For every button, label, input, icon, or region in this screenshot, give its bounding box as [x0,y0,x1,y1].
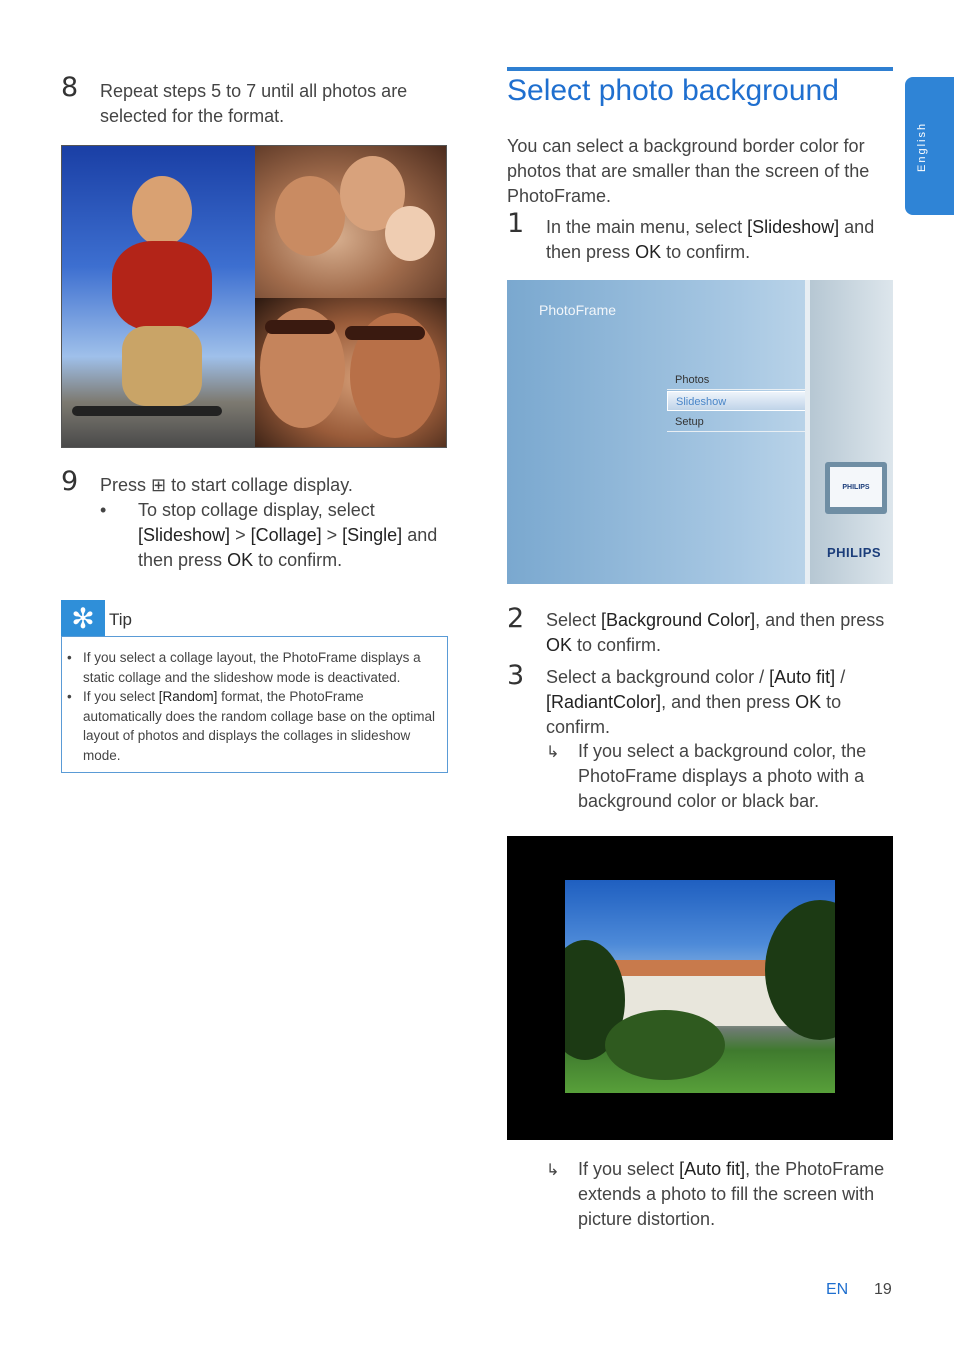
house-photo [565,880,835,1093]
result-auto-fit [546,1157,893,1232]
photoframe-brand: PhotoFrame [539,302,617,318]
photoframe-menu-screenshot [507,280,893,584]
footer-language: EN [826,1281,849,1298]
tip-icon: ✻ [61,600,105,636]
page-number: 19 [874,1281,892,1298]
language-tab [905,77,954,215]
step-text: Select [Background Color], and then press OK to confirm. [546,610,885,655]
tv-icon [825,462,887,514]
photo-with-black-bar [507,836,893,1140]
sub-text: To stop collage display, select [Slideshow] > [Collage] > [Single] and then press OK to confirm. [138,500,438,570]
collage-image [61,145,447,448]
step-number: 1 [507,208,525,239]
tip-box [61,600,448,773]
menu-item-setup: Setup [667,412,807,432]
result-text: If you select a background color, the PhotoFrame displays a photo with a background color or black bar. [578,741,867,811]
menu-item-slideshow: Slideshow [667,391,807,411]
tip-item: • If you select a collage layout, the PhotoFrame displays a static collage and the slideshow mode is deactivated. [67,650,421,685]
step-number: 8 [61,72,79,103]
step-text: Press ⊞ to start collage display. [100,475,353,495]
result-background-color [546,739,893,814]
language-label: English [916,121,928,172]
collage-photo-skater [62,146,255,447]
tip-title: Tip [109,610,132,629]
philips-logo: PHILIPS [827,545,882,560]
menu-sidebar [810,280,893,584]
result-arrow-icon: ↳ [546,1160,560,1179]
collage-photo-family [255,146,447,298]
menu-item-photos: Photos [667,370,807,390]
step-text: Select a background color / [Auto fit] / [RadiantColor], and then press OK to confirm. [546,667,846,737]
step-number: 9 [61,466,79,497]
step-number: 3 [507,660,525,691]
section-title: Select photo background [507,74,839,107]
intro-text: You can select a background border color for photos that are smaller than the screen of the PhotoFrame. [507,136,870,206]
section-rule [507,67,893,71]
result-text: If you select [Auto fit], the PhotoFrame extends a photo to fill the screen with picture distortion. [578,1159,885,1229]
tv-screen-logo: PHILIPS [830,467,882,507]
collage-photo-friends [255,298,447,447]
step-text: Repeat steps 5 to 7 until all photos are selected for the format. [100,81,408,126]
step-text: In the main menu, select [Slideshow] and then press OK to confirm. [546,217,875,262]
step-number: 2 [507,603,525,634]
bullet: • [100,500,107,520]
result-arrow-icon: ↳ [546,742,560,761]
tip-item: • If you select [Random] format, the PhotoFrame automatically does the random collage base on the optimal layout of photos and displays the collages in slideshow mode. [67,689,435,763]
